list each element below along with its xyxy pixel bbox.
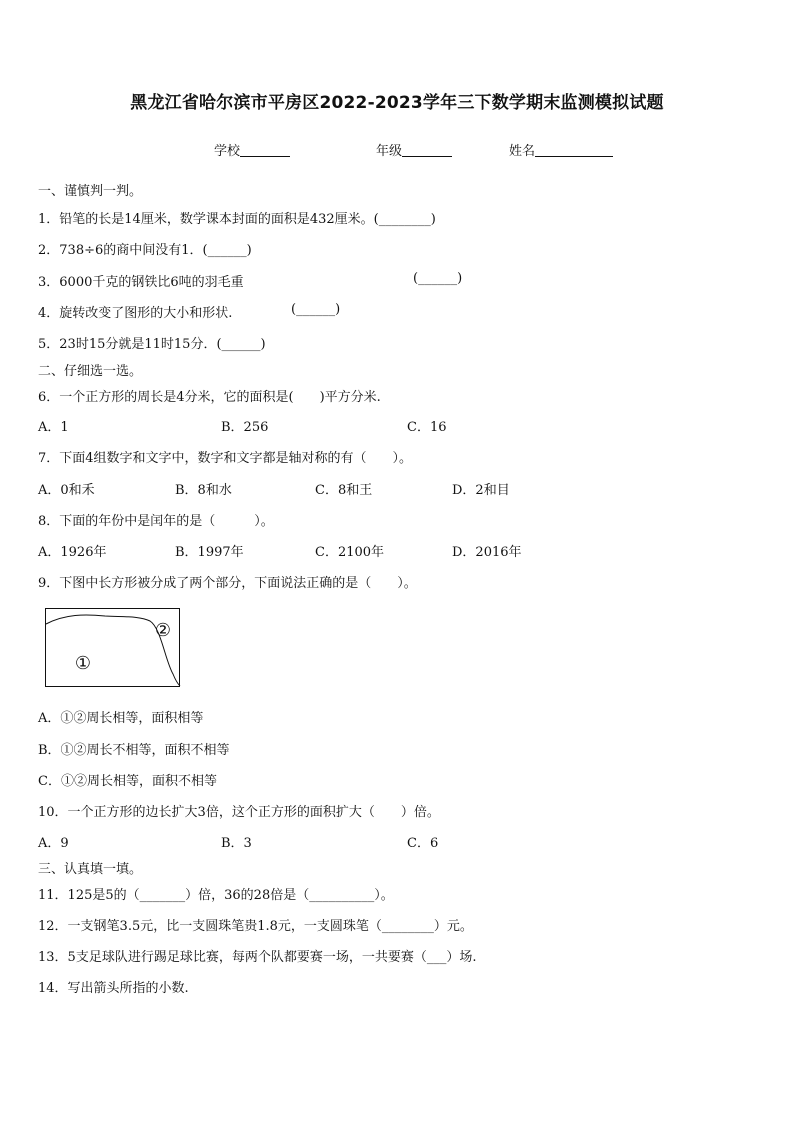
school-field [214,140,290,159]
school-label: 学校 [214,144,241,159]
q6-option-c: C．16 [407,420,447,435]
page-title: 黑龙江省哈尔滨市平房区2022-2023学年三下数学期末监测模拟试题 [130,93,664,113]
q9-option-c: C．①②周长相等，面积不相等 [38,774,217,789]
question-12: 12．一支钢笔3.5元，比一支圆珠笔贵1.8元，一支圆珠笔（________）元。 [38,919,473,934]
q8-option-c: C．2100年 [315,545,385,560]
q7-option-b: B．8和水 [175,483,232,498]
grade-label: 年级 [376,144,403,159]
figure-label-2: ② [154,620,172,641]
question-9: 9．下图中长方形被分成了两个部分，下面说法正确的是（ ）。 [38,576,417,591]
q9-rectangle-figure [45,608,181,688]
question-11: 11．125是5的（_______）倍，36的28倍是（__________）。 [38,888,394,903]
name-label: 姓名 [509,144,536,159]
q9-option-b: B．①②周长不相等，面积不相等 [38,743,230,758]
question-2: 2．738÷6的商中间没有1．(______) [38,243,252,258]
question-7: 7．下面4组数字和文字中，数字和文字都是轴对称的有（ ）。 [38,451,413,466]
q7-option-c: C．8和王 [315,483,373,498]
q10-option-b: B．3 [221,836,252,851]
question-4: 4．旋转改变了图形的大小和形状. [38,306,233,321]
grade-field [376,140,452,159]
school-blank[interactable] [240,142,290,157]
q8-option-d: D．2016年 [452,545,522,560]
q6-option-a: A．1 [38,420,69,435]
question-6: 6．一个正方形的周长是4分米，它的面积是( )平方分米. [38,390,381,405]
q7-option-d: D．2和目 [452,483,510,498]
q6-option-b: B．256 [221,420,269,435]
q8-option-a: A．1926年 [38,545,107,560]
name-field [509,140,613,159]
q10-option-c: C．6 [407,836,439,851]
question-13: 13．5支足球队进行踢足球比赛，每两个队都要赛一场，一共要赛（___）场. [38,950,477,965]
question-3-blank: (______) [413,271,463,286]
section-heading-1: 一、谨慎判一判。 [38,184,143,199]
q9-option-a: A．①②周长相等，面积相等 [38,711,204,726]
question-8: 8．下面的年份中是闰年的是（ ）。 [38,514,274,529]
q10-option-a: A．9 [38,836,69,851]
figure-label-1: ① [74,653,92,674]
question-4-blank: (______) [291,302,341,317]
question-14: 14．写出箭头所指的小数. [38,981,189,996]
question-5: 5．23时15分就是11时15分．(______) [38,337,266,352]
q8-option-b: B．1997年 [175,545,244,560]
question-3: 3．6000千克的钢铁比6吨的羽毛重 [38,275,244,290]
question-10: 10．一个正方形的边长扩大3倍，这个正方形的面积扩大（ ）倍。 [38,805,440,820]
q7-option-a: A．0和禾 [38,483,95,498]
section-heading-3: 三、认真填一填。 [38,862,143,877]
section-heading-2: 二、仔细选一选。 [38,364,143,379]
name-blank[interactable] [535,142,613,157]
grade-blank[interactable] [402,142,452,157]
question-1: 1．铅笔的长是14厘米，数学课本封面的面积是432厘米。(________) [38,212,436,227]
